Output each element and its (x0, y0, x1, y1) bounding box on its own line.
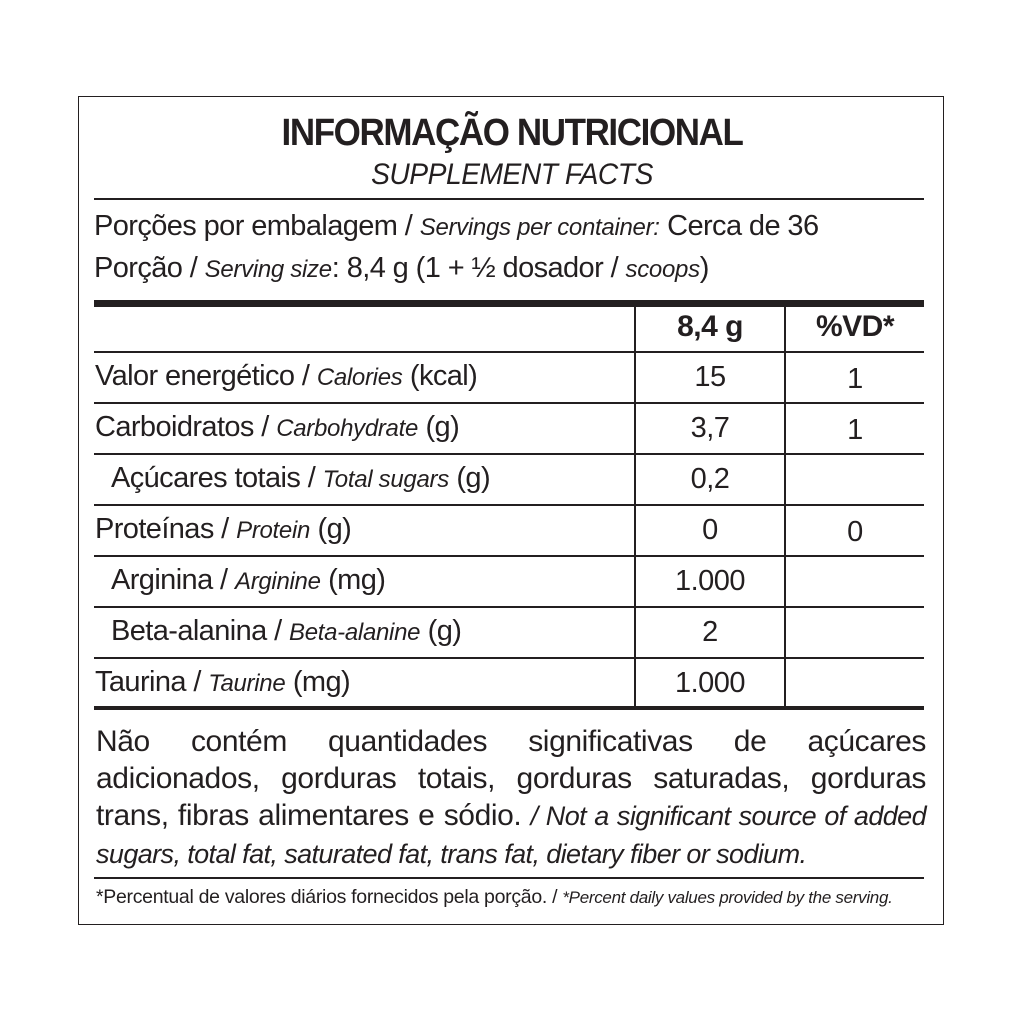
nutrient-label (95, 513, 351, 546)
row-divider (94, 555, 924, 557)
nutrient-name-en: Arginine (234, 568, 321, 595)
divider-thin-top (94, 198, 924, 200)
nutrient-name-pt: Valor energético / (95, 360, 317, 392)
row-divider (94, 351, 924, 353)
nutrient-unit: (mg) (285, 666, 351, 698)
nutrient-label (111, 615, 461, 648)
notes-paragraph (96, 723, 926, 873)
nutrient-unit: (g) (418, 411, 460, 443)
nutrient-name-pt: Beta-alanina / (111, 615, 290, 647)
nutrient-name-en: Protein (236, 517, 311, 544)
serving-size-scoops: scoops (625, 256, 700, 283)
serving-size (94, 252, 709, 285)
servings-label-en: Servings per container: (419, 214, 660, 241)
serving-size-label-pt: Porção / (94, 252, 198, 284)
nutrient-unit: (g) (310, 513, 352, 545)
notes-pt: Não contém quantidades significativas de açúcares adicionados, gorduras totais, gorduras saturadas, gorduras trans, fibras alimentares e sódio. (96, 725, 926, 832)
nutrient-amount: 0,2 (690, 463, 730, 495)
serving-size-value: : 8,4 g (1 + ½ dosador / (331, 252, 619, 284)
divider-thick-bottom (94, 706, 924, 710)
nutrient-amount: 15 (694, 361, 726, 393)
notes-en: / Not a significant source of added sugars, total fat, saturated fat, trans fat, dietary fiber or sodium. (96, 801, 926, 869)
nutrient-name-pt: Açúcares totais / (111, 462, 323, 494)
nutrient-amount: 1.000 (674, 565, 746, 597)
row-divider (94, 453, 924, 455)
nutrient-name-en: Carbohydrate (276, 415, 419, 442)
header-amount: 8,4 g (677, 310, 743, 343)
serving-size-close: ) (699, 252, 709, 284)
nutrient-daily-value: 1 (847, 363, 863, 395)
servings-per-container (94, 210, 819, 243)
footnote-en: *Percent daily values provided by the serving. (562, 888, 893, 907)
nutrient-name-pt: Taurina / (95, 666, 209, 698)
nutrient-name-pt: Carboidratos / (95, 411, 277, 443)
nutrient-label (95, 360, 477, 393)
nutrient-unit: (g) (420, 615, 462, 647)
nutrient-amount: 0 (702, 514, 718, 546)
row-divider (94, 606, 924, 608)
nutrient-daily-value: 1 (847, 414, 863, 446)
nutrient-name-pt: Proteínas / (95, 513, 237, 545)
nutrient-name-en: Calories (316, 364, 403, 391)
label-title: INFORMAÇÃO NUTRICIONAL (281, 112, 743, 154)
nutrient-unit: (mg) (320, 564, 386, 596)
nutrient-amount: 1.000 (674, 667, 746, 699)
nutrient-name-en: Total sugars (322, 466, 449, 493)
nutrient-unit: (kcal) (402, 360, 478, 392)
nutrient-unit: (g) (448, 462, 491, 494)
header-daily-value: %VD* (815, 310, 895, 343)
nutrient-amount: 3,7 (690, 412, 730, 444)
row-divider (94, 657, 924, 659)
servings-value: Cerca de 36 (667, 210, 819, 242)
divider-thick-top (94, 300, 924, 307)
nutrient-amount: 2 (702, 616, 718, 648)
nutrient-name-en: Beta-alanine (289, 619, 421, 646)
footnote-pt: *Percentual de valores diários fornecidos pela porção. / (96, 886, 563, 908)
nutrient-label (111, 462, 490, 495)
serving-size-label-en: Serving size (204, 256, 332, 283)
daily-value-footnote (96, 886, 893, 909)
nutrient-name-pt: Arginina / (111, 564, 235, 596)
servings-label-pt: Porções por embalagem / (94, 210, 413, 242)
row-divider (94, 504, 924, 506)
nutrient-name-en: Taurine (208, 670, 286, 697)
row-divider (94, 402, 924, 404)
nutrient-label (95, 666, 350, 699)
label-subtitle: SUPPLEMENT FACTS (371, 158, 653, 191)
nutrient-daily-value: 0 (847, 516, 863, 548)
divider-footnote (94, 877, 924, 879)
nutrient-label (95, 411, 459, 444)
nutrient-label (111, 564, 385, 597)
